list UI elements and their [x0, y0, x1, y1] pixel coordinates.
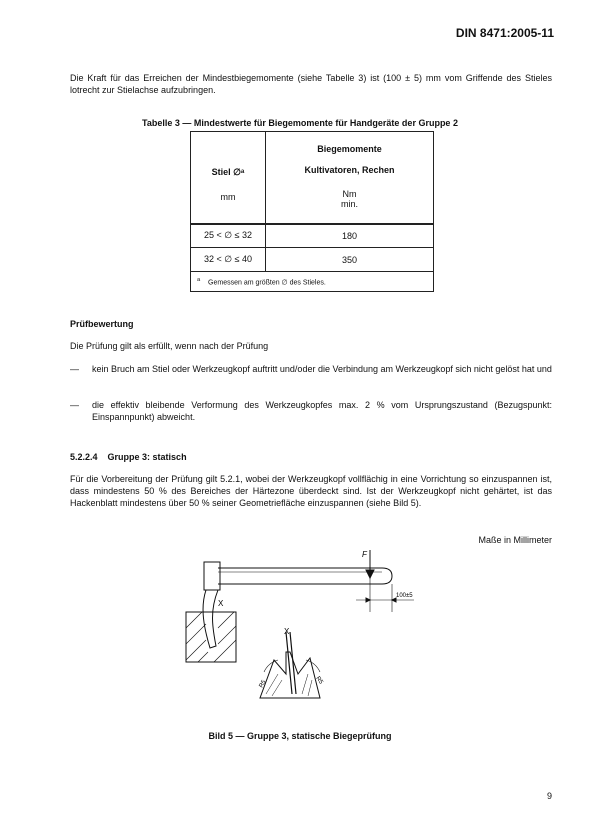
- page-number: 9: [546, 791, 552, 801]
- section-heading: [70, 451, 187, 463]
- stem-unit: mm: [220, 192, 236, 202]
- intro-paragraph: Die Kraft für das Erreichen der Mindestbiegemomente (siehe Tabelle 3) ist (100 ± 5) mm vom Griffende des Stieles lotrecht zur Stielachse aufzubringen.: [70, 73, 552, 95]
- moment-value-cell: 180: [266, 224, 434, 248]
- table-header-moment: [266, 132, 434, 224]
- radius-label-right: R5: [314, 675, 324, 686]
- detail-title-x: X: [284, 627, 290, 636]
- moment-unit: Nm: [342, 189, 357, 199]
- evaluation-lead: Die Prüfung gilt als erfüllt, wenn nach der Prüfung: [70, 341, 269, 351]
- list-item: die effektiv bleibende Verformung des Werkzeugkopfes max. 2 % vom Ursprungszustand (Bezugspunkt: Einspannpunkt) abweicht.: [92, 400, 552, 422]
- list-item: kein Bruch am Stiel oder Werkzeugkopf auftritt und/oder die Verbindung am Werkzeugkopf sich nicht gelöst hat und: [92, 364, 552, 374]
- moment-value-cell: 350: [266, 248, 434, 272]
- moment-subheader: Kultivatoren, Rechen: [304, 165, 395, 175]
- radius-label-left: R5: [258, 679, 268, 689]
- table-footnote: [191, 272, 434, 292]
- table-caption: Tabelle 3 — Mindestwerte für Biegemomente für Handgeräte der Gruppe 2: [142, 118, 458, 128]
- tool-head-hub: [204, 562, 220, 590]
- stem-range-cell: 32 < ∅ ≤ 40: [191, 248, 266, 272]
- detail-marker-x: X: [218, 599, 224, 608]
- section-number: 5.2.2.4: [70, 452, 98, 462]
- clamp-block: [186, 612, 236, 662]
- footnote-text: Gemessen am größten ∅ des Stieles.: [208, 279, 326, 287]
- evaluation-heading: Prüfbewertung: [70, 319, 134, 329]
- table-row: [191, 224, 434, 248]
- section-title: Gruppe 3: statisch: [107, 452, 187, 462]
- bending-moment-table: [190, 131, 434, 292]
- force-label: F: [362, 550, 367, 559]
- figure-caption: Bild 5 — Gruppe 3, statische Biegeprüfung: [208, 731, 392, 741]
- bending-test-figure: [170, 548, 430, 728]
- moment-unit-min: min.: [340, 199, 358, 209]
- footnote-mark: a: [197, 276, 201, 283]
- dimension-label: 100±5: [396, 593, 413, 599]
- section-body: Für die Vorbereitung der Prüfung gilt 5.2.1, wobei der Werkzeugkopf vollflächig in eine Vorrichtung so einzuspannen ist, dass mindestens 50 % des Bereiches der Härtezone überdeckt sind. Ist der Werkzeugkopf nicht gehärtet, ist das Hackenblatt mindestens über 50 % seiner Geometriefläche einzuspannen (siehe Bild 5).: [70, 474, 552, 508]
- document-id: DIN 8471:2005-11: [455, 26, 554, 40]
- table-row: [191, 248, 434, 272]
- hoe-blade: [203, 590, 218, 648]
- stem-header-label: Stiel ∅ᵃ: [211, 167, 245, 177]
- stem-range-cell: 25 < ∅ ≤ 32: [191, 224, 266, 248]
- list-dash: —: [70, 364, 79, 374]
- units-note: Maße in Millimeter: [478, 535, 552, 545]
- table-header-stem: [191, 132, 266, 224]
- moment-header-label: Biegemomente: [317, 144, 382, 154]
- list-dash: —: [70, 400, 79, 410]
